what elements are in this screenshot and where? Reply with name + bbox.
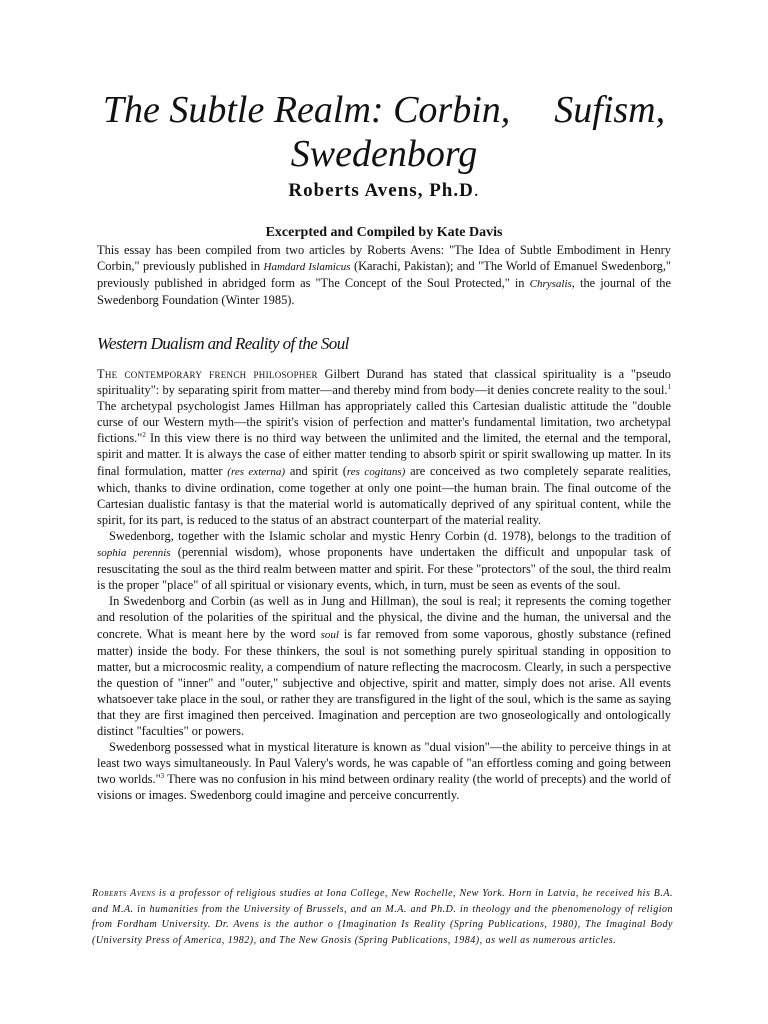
footnote-marker-3: 3 xyxy=(160,772,165,781)
article-title xyxy=(60,88,708,176)
paragraph-2 xyxy=(97,528,671,593)
paragraph-1-lead: The contemporary french philosopher xyxy=(97,367,318,381)
paragraph-3-text-2: is far removed from some vaporous, ghostly substance (refined matter) inside the body. For these thinkers, the soul is not something purely spiritual standing in opposition to matter, but a microcosmic reality, a compendium of nature reflecting the macrocosm. Clearly, in such a perspective the question of "inner" and "outer," subjective and objective, spirit and matter, simply does not arise. All events whatsoever take place in the soul, or rather they are transfigured in the light of the soul, which is the same as saying that they are first imagined then perceived. Imagination and perception are two gnoseologically and ontologically distinct "faculties" or powers. xyxy=(97,626,671,739)
term-sophia-perennis: sophia perennis xyxy=(97,547,171,560)
term-soul: soul xyxy=(320,628,339,641)
title-part-1: The Subtle Realm: Corbin, xyxy=(102,89,511,131)
section-heading: Western Dualism and Reality of the Soul xyxy=(97,334,349,353)
paragraph-1 xyxy=(97,366,671,528)
paragraph-4-text-2: There was no confusion in his mind between ordinary reality (the world of precepts) and the world of visions or images. Swedenborg could imagine and perceive concurrently. xyxy=(97,772,671,803)
author-text: Roberts Avens, Ph.D xyxy=(288,180,474,201)
intro-journal-1: Hamdard Islamicus xyxy=(263,261,351,273)
article-body xyxy=(97,366,671,804)
author-bio-note xyxy=(92,886,673,948)
bio-text: is a professor of religious studies at Iona College, New Rochelle, New York. Horn in Latvia, he received his B.A. and M.A. in humanities from the University of Brussels, and an M.A. and Ph.D. in theology and the phenomenology of religion from Fordham University. Dr. Avens is the author o {Imagination Is Reality (Spring Publications, 1980), The Imaginal Body (University Press of America, 1982), and The New Gnosis (Spring Publications, 1984), as well as numerous articles. xyxy=(92,888,673,946)
paragraph-4-text-1: Swedenborg possessed what in mystical literature is known as "dual vision"—the ability to perceive things in at least two ways simultaneously. In Paul Valery's words, he was capable of "an effortless coming and going between two worlds." xyxy=(97,740,671,787)
paragraph-3 xyxy=(97,593,671,739)
title-line-1 xyxy=(60,88,708,132)
term-res-externa: (res externa) xyxy=(227,465,286,478)
intro-paragraph xyxy=(97,242,671,308)
paragraph-1-text-3: In this view there is no third way between the unlimited and the limited, the eternal and the temporal, spirit and matter. It is always the case of either matter tending to absorb spirit or spirit swallowing up matter. In its final formulation, matter xyxy=(97,431,671,478)
footnote-marker-2: 2 xyxy=(142,431,146,440)
paragraph-2-text-2: (perennial wisdom), whose proponents have undertaken the difficult and unpopular task of resuscitating the soul as the third realm between matter and spirit. For these "protectors" of the soul, the third realm is the proper "place" of all spiritual or visionary events, which, in turn, must be seen as events of the soul. xyxy=(97,545,671,593)
bio-author-name: Roberts Avens xyxy=(92,888,156,899)
intro-text-2: (Karachi, Pakistan); and "The World of Emanuel Swedenborg," previously published in abridged form as "The Concept of the Soul Protected," in xyxy=(97,259,671,290)
author-name xyxy=(0,180,768,202)
compiled-by-line: Excerpted and Compiled by Kate Davis xyxy=(265,225,503,240)
paragraph-2-text-1: Swedenborg, together with the Islamic scholar and mystic Henry Corbin (d. 1978), belongs to the tradition of xyxy=(109,528,671,543)
term-res-cogitans: res cogitans) xyxy=(346,465,406,478)
paragraph-1-text-2: The archetypal psychologist James Hillman has appropriately called this Cartesian dualistic attitude the "double curse of our Western myth—the spirit's vision of perfection and matter's fundamental limitation, two archetypal fictions." xyxy=(97,399,671,446)
paragraph-4 xyxy=(97,739,671,803)
paragraph-1-text-5: are conceived as two completely separate realities, which, thanks to divine ordination, come together at only one point—the human brain. The final outcome of the Cartesian dualistic fantasy is that the material world is automatically deprived of any spiritual content, while the spirit, for its part, is reduced to the status of an abstract counterpart of the material reality. xyxy=(97,463,671,527)
paragraph-3-text-1: In Swedenborg and Corbin (as well as in Jung and Hillman), the soul is real; it represents the coming together and resolution of the polarities of the spiritual and the physical, the divine and the human, the universal and the concrete. What is meant here by the word xyxy=(97,594,671,641)
paragraph-1-text-4: and spirit ( xyxy=(285,463,347,478)
author-period: . xyxy=(473,180,480,201)
intro-journal-2: Chrysalis xyxy=(529,278,572,290)
intro-text-3: , the journal of the Swedenborg Foundation (Winter 1985). xyxy=(97,276,671,307)
title-part-2: Sufism, xyxy=(554,89,666,131)
title-line-2: Swedenborg xyxy=(290,133,478,175)
paragraph-1-text-1: Gilbert Durand has stated that classical spirituality is a "pseudo spirituality": by separating spirit from matter—and thereby mind from body—it denies concrete reality to the soul. xyxy=(97,367,671,398)
intro-text-1: This essay has been compiled from two articles by Roberts Avens: "The Idea of Subtle Embodiment in Henry Corbin," previously published in xyxy=(97,243,671,273)
footnote-marker-1: 1 xyxy=(667,382,671,391)
